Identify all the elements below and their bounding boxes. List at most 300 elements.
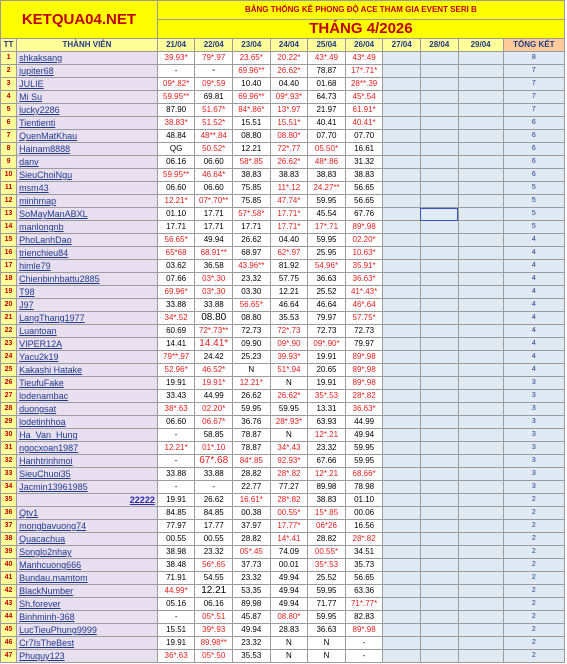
score-cell[interactable]: N <box>270 637 308 650</box>
score-cell[interactable]: 09*.90 <box>270 338 308 351</box>
score-cell[interactable]: 59.95 <box>308 234 346 247</box>
score-cell[interactable]: 34*.43 <box>270 442 308 455</box>
score-cell[interactable]: 08.80 <box>233 312 271 325</box>
score-cell[interactable]: 84.85 <box>195 507 233 520</box>
score-cell[interactable]: 46.64 <box>308 299 346 312</box>
score-cell[interactable]: 71.77 <box>308 598 346 611</box>
member-name-link[interactable]: J97 <box>17 299 158 312</box>
score-cell[interactable]: 04.40 <box>270 78 308 91</box>
score-cell[interactable]: 36.63 <box>308 624 346 637</box>
member-name-link[interactable]: lodetinhhoa <box>17 416 158 429</box>
score-cell[interactable]: 57.75 <box>270 273 308 286</box>
score-cell[interactable]: 44.99 <box>345 416 383 429</box>
score-cell[interactable]: 35*.53 <box>308 559 346 572</box>
empty-cell[interactable] <box>383 507 421 520</box>
score-cell[interactable]: 00.01 <box>270 559 308 572</box>
score-cell[interactable]: 10.63* <box>345 247 383 260</box>
member-name-link[interactable]: Chienbinhbattu2885 <box>17 273 158 286</box>
empty-cell[interactable] <box>420 208 458 221</box>
score-cell[interactable]: 20.65 <box>308 364 346 377</box>
empty-cell[interactable] <box>420 624 458 637</box>
score-cell[interactable]: 72.73 <box>233 325 271 338</box>
score-cell[interactable]: 40.41* <box>345 117 383 130</box>
score-cell[interactable]: 09*.59 <box>195 78 233 91</box>
score-cell[interactable]: 39.93* <box>157 52 195 65</box>
score-cell[interactable]: 89.98 <box>308 481 346 494</box>
empty-cell[interactable] <box>420 221 458 234</box>
score-cell[interactable]: 17.77 <box>195 520 233 533</box>
empty-cell[interactable] <box>420 520 458 533</box>
empty-cell[interactable] <box>458 533 503 546</box>
score-cell[interactable]: 17*.71* <box>345 65 383 78</box>
score-cell[interactable]: 75.85 <box>233 182 271 195</box>
score-cell[interactable]: 16.56 <box>345 520 383 533</box>
empty-cell[interactable] <box>458 104 503 117</box>
empty-cell[interactable] <box>383 78 421 91</box>
score-cell[interactable]: 36.63 <box>308 273 346 286</box>
empty-cell[interactable] <box>383 494 421 507</box>
score-cell[interactable]: 25.95 <box>308 247 346 260</box>
score-cell[interactable]: 52.96* <box>157 364 195 377</box>
score-cell[interactable]: 23.32 <box>233 273 271 286</box>
score-cell[interactable]: 08.80* <box>270 130 308 143</box>
score-cell[interactable]: 03*.30 <box>195 273 233 286</box>
score-cell[interactable]: 00.38 <box>233 507 271 520</box>
score-cell[interactable]: 67.76 <box>345 208 383 221</box>
score-cell[interactable]: 39*.93 <box>195 624 233 637</box>
score-cell[interactable]: 53.35 <box>233 585 271 598</box>
score-cell[interactable]: 38.83* <box>157 117 195 130</box>
empty-cell[interactable] <box>383 195 421 208</box>
score-cell[interactable]: 09.90 <box>233 338 271 351</box>
score-cell[interactable]: 19.91 <box>157 637 195 650</box>
member-name-link[interactable]: msm43 <box>17 182 158 195</box>
member-name-link[interactable]: Bundau.mamtom <box>17 572 158 585</box>
member-name-link[interactable]: Luantoan <box>17 325 158 338</box>
empty-cell[interactable] <box>458 117 503 130</box>
score-cell[interactable]: 23.32 <box>308 442 346 455</box>
empty-cell[interactable] <box>420 416 458 429</box>
empty-cell[interactable] <box>458 455 503 468</box>
score-cell[interactable]: 28*.82 <box>270 468 308 481</box>
score-cell[interactable]: 00.55 <box>195 533 233 546</box>
score-cell[interactable]: 17*.71 <box>308 221 346 234</box>
score-cell[interactable]: 59.95 <box>270 403 308 416</box>
score-cell[interactable]: 45.87 <box>233 611 271 624</box>
score-cell[interactable]: 56.65 <box>345 182 383 195</box>
score-cell[interactable]: 03*.30 <box>195 286 233 299</box>
score-cell[interactable]: 38.83 <box>308 494 346 507</box>
score-cell[interactable]: 16.61 <box>345 143 383 156</box>
score-cell[interactable]: 45*.54 <box>345 91 383 104</box>
member-name-link[interactable]: Sh.forever <box>17 598 158 611</box>
empty-cell[interactable] <box>383 442 421 455</box>
score-cell[interactable]: 33.88 <box>157 468 195 481</box>
empty-cell[interactable] <box>458 273 503 286</box>
score-cell[interactable]: 46.52* <box>195 364 233 377</box>
score-cell[interactable]: 59.95** <box>157 91 195 104</box>
score-cell[interactable]: 06.60 <box>195 156 233 169</box>
empty-cell[interactable] <box>383 52 421 65</box>
member-name-link[interactable]: minhmap <box>17 195 158 208</box>
score-cell[interactable]: 28*.82 <box>345 533 383 546</box>
score-cell[interactable]: 56.65 <box>345 195 383 208</box>
member-name-link[interactable]: trienchieu84 <box>17 247 158 260</box>
score-cell[interactable]: 68.66* <box>345 468 383 481</box>
empty-cell[interactable] <box>383 533 421 546</box>
score-cell[interactable]: 49.94 <box>345 429 383 442</box>
score-cell[interactable]: - <box>195 65 233 78</box>
score-cell[interactable]: 05*.51 <box>195 611 233 624</box>
score-cell[interactable]: 38.83 <box>345 169 383 182</box>
score-cell[interactable]: 19.91 <box>308 351 346 364</box>
score-cell[interactable]: 38.98 <box>157 546 195 559</box>
score-cell[interactable]: 47.74* <box>270 195 308 208</box>
score-cell[interactable]: QG <box>157 143 195 156</box>
score-cell[interactable]: - <box>345 637 383 650</box>
score-cell[interactable]: 79.97 <box>308 312 346 325</box>
score-cell[interactable]: 37.97 <box>233 520 271 533</box>
score-cell[interactable]: 84*.86* <box>233 104 271 117</box>
empty-cell[interactable] <box>458 91 503 104</box>
score-cell[interactable]: 01.10 <box>345 494 383 507</box>
empty-cell[interactable] <box>420 299 458 312</box>
score-cell[interactable]: 56.65* <box>157 234 195 247</box>
empty-cell[interactable] <box>383 468 421 481</box>
empty-cell[interactable] <box>458 377 503 390</box>
empty-cell[interactable] <box>383 104 421 117</box>
score-cell[interactable]: 49.94 <box>270 585 308 598</box>
score-cell[interactable]: 79*.97 <box>195 52 233 65</box>
score-cell[interactable]: 79.97 <box>345 338 383 351</box>
score-cell[interactable]: 81.92 <box>270 260 308 273</box>
score-cell[interactable]: 89.98** <box>195 637 233 650</box>
score-cell[interactable]: 09*.90* <box>308 338 346 351</box>
score-cell[interactable]: 49.94 <box>195 234 233 247</box>
score-cell[interactable]: 23.32 <box>233 637 271 650</box>
score-cell[interactable]: 38.83 <box>308 169 346 182</box>
score-cell[interactable]: 36.63* <box>345 403 383 416</box>
empty-cell[interactable] <box>383 221 421 234</box>
member-name-link[interactable]: ngocxoan1987 <box>17 442 158 455</box>
score-cell[interactable]: 35*.53 <box>308 390 346 403</box>
member-name-link[interactable]: LucTieuPhung9999 <box>17 624 158 637</box>
score-cell[interactable]: 38.48 <box>157 559 195 572</box>
empty-cell[interactable] <box>383 247 421 260</box>
empty-cell[interactable] <box>420 494 458 507</box>
empty-cell[interactable] <box>383 546 421 559</box>
score-cell[interactable]: 59.95 <box>308 195 346 208</box>
empty-cell[interactable] <box>420 247 458 260</box>
score-cell[interactable]: 57.75* <box>345 312 383 325</box>
score-cell[interactable]: 17.71 <box>195 208 233 221</box>
empty-cell[interactable] <box>420 65 458 78</box>
empty-cell[interactable] <box>458 520 503 533</box>
score-cell[interactable]: 28*.93* <box>270 416 308 429</box>
empty-cell[interactable] <box>383 650 421 663</box>
score-cell[interactable]: 03.30 <box>233 286 271 299</box>
score-cell[interactable]: 15.51 <box>233 117 271 130</box>
score-cell[interactable]: 25.52 <box>308 286 346 299</box>
empty-cell[interactable] <box>383 481 421 494</box>
score-cell[interactable]: 19.91 <box>157 494 195 507</box>
score-cell[interactable]: 71.91 <box>157 572 195 585</box>
score-cell[interactable]: 00.55* <box>308 546 346 559</box>
score-cell[interactable]: 46.64* <box>195 169 233 182</box>
score-cell[interactable]: 38.83 <box>270 169 308 182</box>
empty-cell[interactable] <box>383 637 421 650</box>
score-cell[interactable]: 17.71 <box>233 221 271 234</box>
empty-cell[interactable] <box>458 442 503 455</box>
score-cell[interactable]: 89*.98 <box>345 377 383 390</box>
score-cell[interactable]: 11*.12 <box>270 182 308 195</box>
score-cell[interactable]: 61.91* <box>345 104 383 117</box>
score-cell[interactable]: 26.62* <box>270 65 308 78</box>
score-cell[interactable]: 45.54 <box>308 208 346 221</box>
empty-cell[interactable] <box>420 325 458 338</box>
empty-cell[interactable] <box>383 91 421 104</box>
score-cell[interactable]: 51.67* <box>195 104 233 117</box>
empty-cell[interactable] <box>458 195 503 208</box>
score-cell[interactable]: 59.95** <box>157 169 195 182</box>
score-cell[interactable]: 17.71 <box>157 221 195 234</box>
empty-cell[interactable] <box>458 650 503 663</box>
score-cell[interactable]: 72*.73** <box>195 325 233 338</box>
empty-cell[interactable] <box>383 429 421 442</box>
score-cell[interactable]: 01.68 <box>308 78 346 91</box>
score-cell[interactable]: 69.81 <box>195 91 233 104</box>
empty-cell[interactable] <box>420 91 458 104</box>
member-name-link[interactable]: PhoLanhDao <box>17 234 158 247</box>
score-cell[interactable]: 07.66 <box>157 273 195 286</box>
empty-cell[interactable] <box>420 585 458 598</box>
empty-cell[interactable] <box>383 208 421 221</box>
member-name-link[interactable]: Phuquy123 <box>17 650 158 663</box>
score-cell[interactable]: 74.09 <box>270 546 308 559</box>
member-name-link[interactable]: Binhminh-368 <box>17 611 158 624</box>
score-cell[interactable]: 33.88 <box>195 468 233 481</box>
score-cell[interactable]: 67.66 <box>308 455 346 468</box>
score-cell[interactable]: 26.62 <box>233 390 271 403</box>
member-name-link[interactable]: lodenambac <box>17 390 158 403</box>
empty-cell[interactable] <box>383 169 421 182</box>
member-name-link[interactable]: TieufuFake <box>17 377 158 390</box>
score-cell[interactable]: 48**.84 <box>195 130 233 143</box>
score-cell[interactable]: 28.83 <box>270 624 308 637</box>
score-cell[interactable]: 02.20* <box>345 234 383 247</box>
score-cell[interactable]: N <box>308 637 346 650</box>
member-name-link[interactable]: Quacachua <box>17 533 158 546</box>
score-cell[interactable]: 33.43 <box>157 390 195 403</box>
empty-cell[interactable] <box>458 143 503 156</box>
score-cell[interactable]: 19.91* <box>195 377 233 390</box>
score-cell[interactable]: 59.95 <box>308 585 346 598</box>
empty-cell[interactable] <box>458 325 503 338</box>
empty-cell[interactable] <box>420 104 458 117</box>
empty-cell[interactable] <box>383 351 421 364</box>
score-cell[interactable]: 38.83 <box>233 169 271 182</box>
member-name-link[interactable]: T98 <box>17 286 158 299</box>
empty-cell[interactable] <box>420 377 458 390</box>
score-cell[interactable]: 28*.82 <box>270 494 308 507</box>
empty-cell[interactable] <box>458 546 503 559</box>
empty-cell[interactable] <box>420 546 458 559</box>
score-cell[interactable]: 82.83 <box>345 611 383 624</box>
score-cell[interactable]: 07*.70** <box>195 195 233 208</box>
score-cell[interactable]: 33.88 <box>195 299 233 312</box>
score-cell[interactable]: 28*.82 <box>345 390 383 403</box>
empty-cell[interactable] <box>458 559 503 572</box>
empty-cell[interactable] <box>420 364 458 377</box>
score-cell[interactable]: - <box>157 65 195 78</box>
score-cell[interactable]: 49.94 <box>270 598 308 611</box>
score-cell[interactable]: 72.73 <box>345 325 383 338</box>
score-cell[interactable]: 26.62* <box>270 156 308 169</box>
score-cell[interactable]: - <box>157 455 195 468</box>
member-name-link[interactable]: Jacmin13961985 <box>17 481 158 494</box>
empty-cell[interactable] <box>383 364 421 377</box>
score-cell[interactable]: 00.06 <box>345 507 383 520</box>
score-cell[interactable]: 26.62* <box>270 390 308 403</box>
score-cell[interactable]: 65*68 <box>157 247 195 260</box>
score-cell[interactable]: 06.16 <box>195 598 233 611</box>
score-cell[interactable]: 05.50* <box>308 143 346 156</box>
score-cell[interactable]: 89.98 <box>233 598 271 611</box>
empty-cell[interactable] <box>420 572 458 585</box>
empty-cell[interactable] <box>458 611 503 624</box>
score-cell[interactable]: 24.42 <box>195 351 233 364</box>
score-cell[interactable]: 69.96** <box>233 65 271 78</box>
empty-cell[interactable] <box>458 390 503 403</box>
empty-cell[interactable] <box>383 598 421 611</box>
score-cell[interactable]: 23.32 <box>195 546 233 559</box>
score-cell[interactable]: 09*.82* <box>157 78 195 91</box>
score-cell[interactable]: 14.41* <box>195 338 233 351</box>
empty-cell[interactable] <box>420 130 458 143</box>
empty-cell[interactable] <box>458 260 503 273</box>
empty-cell[interactable] <box>383 416 421 429</box>
score-cell[interactable]: 63.36 <box>345 585 383 598</box>
empty-cell[interactable] <box>383 572 421 585</box>
score-cell[interactable]: 21.97 <box>308 104 346 117</box>
score-cell[interactable]: 39.93* <box>270 351 308 364</box>
score-cell[interactable]: N <box>270 377 308 390</box>
score-cell[interactable]: 84.85 <box>157 507 195 520</box>
member-name-link[interactable]: duongsat <box>17 403 158 416</box>
score-cell[interactable]: 72*.77 <box>270 143 308 156</box>
empty-cell[interactable] <box>420 559 458 572</box>
member-name-link[interactable]: VIPER12A <box>17 338 158 351</box>
score-cell[interactable]: 05.16 <box>157 598 195 611</box>
empty-cell[interactable] <box>420 260 458 273</box>
empty-cell[interactable] <box>458 429 503 442</box>
score-cell[interactable]: 02.20* <box>195 403 233 416</box>
score-cell[interactable]: 03.62 <box>157 260 195 273</box>
member-name-link[interactable]: mongbavuong74 <box>17 520 158 533</box>
score-cell[interactable]: 78.87 <box>308 65 346 78</box>
score-cell[interactable]: 06.60 <box>157 416 195 429</box>
empty-cell[interactable] <box>420 117 458 130</box>
empty-cell[interactable] <box>420 507 458 520</box>
score-cell[interactable]: 05*.45 <box>233 546 271 559</box>
empty-cell[interactable] <box>458 52 503 65</box>
empty-cell[interactable] <box>458 572 503 585</box>
score-cell[interactable]: 71*.77* <box>345 598 383 611</box>
member-name-link[interactable]: himle79 <box>17 260 158 273</box>
member-name-link[interactable]: Tientienti <box>17 117 158 130</box>
empty-cell[interactable] <box>420 390 458 403</box>
score-cell[interactable]: 14*.41 <box>270 533 308 546</box>
score-cell[interactable]: 78.98 <box>345 481 383 494</box>
score-cell[interactable]: 12.21* <box>157 442 195 455</box>
score-cell[interactable]: 12*.21 <box>308 468 346 481</box>
score-cell[interactable]: 78.87 <box>233 442 271 455</box>
score-cell[interactable]: 44.99* <box>157 585 195 598</box>
member-name-link[interactable]: danv <box>17 156 158 169</box>
score-cell[interactable]: 16.61* <box>233 494 271 507</box>
score-cell[interactable]: 19.91 <box>157 377 195 390</box>
empty-cell[interactable] <box>458 234 503 247</box>
empty-cell[interactable] <box>458 468 503 481</box>
score-cell[interactable]: - <box>157 481 195 494</box>
empty-cell[interactable] <box>383 325 421 338</box>
score-cell[interactable]: 36.63* <box>345 273 383 286</box>
score-cell[interactable]: 59.95 <box>345 455 383 468</box>
score-cell[interactable]: 68.91** <box>195 247 233 260</box>
empty-cell[interactable] <box>420 351 458 364</box>
score-cell[interactable]: 07.70 <box>345 130 383 143</box>
score-cell[interactable]: 35.53 <box>233 650 271 663</box>
score-cell[interactable]: 15.51 <box>157 624 195 637</box>
member-name-link[interactable]: Hainam8888 <box>17 143 158 156</box>
score-cell[interactable]: 00.55* <box>270 507 308 520</box>
score-cell[interactable]: 34.51 <box>345 546 383 559</box>
score-cell[interactable]: 54.55 <box>195 572 233 585</box>
score-cell[interactable]: N <box>270 650 308 663</box>
empty-cell[interactable] <box>458 364 503 377</box>
empty-cell[interactable] <box>383 520 421 533</box>
score-cell[interactable]: 56.65* <box>233 299 271 312</box>
score-cell[interactable]: 46*.64 <box>345 299 383 312</box>
empty-cell[interactable] <box>458 494 503 507</box>
score-cell[interactable]: 08.80 <box>233 130 271 143</box>
member-name-link[interactable]: JULIE <box>17 78 158 91</box>
empty-cell[interactable] <box>420 169 458 182</box>
empty-cell[interactable] <box>458 65 503 78</box>
empty-cell[interactable] <box>420 182 458 195</box>
score-cell[interactable]: 13.31 <box>308 403 346 416</box>
score-cell[interactable]: 08.80 <box>195 312 233 325</box>
score-cell[interactable]: 77.97 <box>157 520 195 533</box>
empty-cell[interactable] <box>420 650 458 663</box>
score-cell[interactable]: N <box>270 429 308 442</box>
score-cell[interactable]: 79**.97 <box>157 351 195 364</box>
score-cell[interactable]: 78.87 <box>233 429 271 442</box>
empty-cell[interactable] <box>420 78 458 91</box>
empty-cell[interactable] <box>383 65 421 78</box>
member-name-link[interactable]: SoMayManABXL <box>17 208 158 221</box>
score-cell[interactable]: 89*.98 <box>345 221 383 234</box>
score-cell[interactable]: 22.77 <box>233 481 271 494</box>
score-cell[interactable]: 14.41 <box>157 338 195 351</box>
score-cell[interactable]: 43*.49 <box>345 52 383 65</box>
score-cell[interactable]: 24.27** <box>308 182 346 195</box>
score-cell[interactable]: 62*.97 <box>270 247 308 260</box>
score-cell[interactable]: 72*.73 <box>270 325 308 338</box>
score-cell[interactable]: 28.82 <box>233 533 271 546</box>
score-cell[interactable]: 69.96** <box>233 91 271 104</box>
score-cell[interactable]: 09*.93* <box>270 91 308 104</box>
